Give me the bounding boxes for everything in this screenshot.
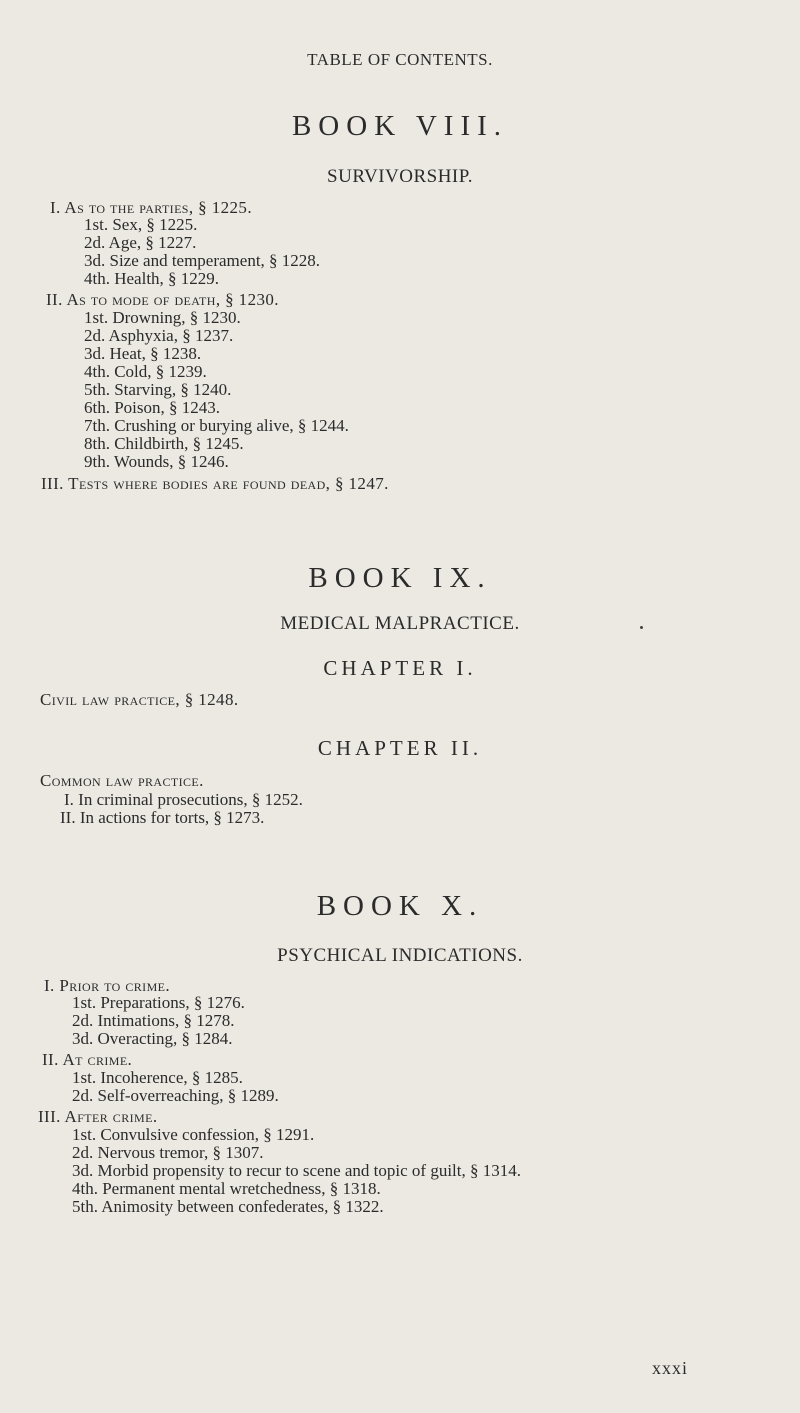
toc-entry: 2d. Asphyxia, § 1237. xyxy=(84,326,234,345)
toc-entry: I. In criminal prosecutions, § 1252. xyxy=(64,790,303,809)
toc-entry: 2d. Intimations, § 1278. xyxy=(72,1011,235,1030)
toc-entry: 4th. Permanent mental wretchedness, § 1318. xyxy=(72,1179,381,1198)
book-10-section-iii: III. After crime. xyxy=(38,1107,158,1126)
toc-entry: 2d. Age, § 1227. xyxy=(84,233,197,252)
book-10-section-ii: II. At crime. xyxy=(42,1050,133,1069)
page-number: xxxi xyxy=(651,1358,688,1378)
toc-entry: 4th. Health, § 1229. xyxy=(84,269,220,288)
toc-entry: Common law practice. xyxy=(40,771,204,790)
toc-entry: 9th. Wounds, § 1246. xyxy=(84,452,229,471)
book-8-heading: BOOK VIII. xyxy=(291,110,509,142)
stray-mark xyxy=(640,626,643,629)
toc-entry: 3d. Size and temperament, § 1228. xyxy=(84,251,321,270)
toc-entry: 1st. Sex, § 1225. xyxy=(84,215,198,234)
toc-entry: 3d. Heat, § 1238. xyxy=(84,344,202,363)
toc-entry: 1st. Drowning, § 1230. xyxy=(84,308,241,327)
toc-entry: 8th. Childbirth, § 1245. xyxy=(84,434,244,453)
toc-entry: II. In actions for torts, § 1273. xyxy=(60,808,265,827)
book-9-chapter-1: CHAPTER I. xyxy=(323,656,477,680)
book-8-title: SURVIVORSHIP. xyxy=(327,166,473,187)
toc-entry: 6th. Poison, § 1243. xyxy=(84,398,221,417)
toc-entry: 5th. Animosity between confederates, § 1322. xyxy=(72,1197,384,1216)
toc-entry: 7th. Crushing or burying alive, § 1244. xyxy=(84,416,349,435)
toc-entry: Civil law practice, § 1248. xyxy=(40,690,239,709)
toc-entry: 1st. Preparations, § 1276. xyxy=(72,993,245,1012)
toc-entry: 5th. Starving, § 1240. xyxy=(84,380,232,399)
book-10-title: PSYCHICAL INDICATIONS. xyxy=(277,945,523,966)
toc-entry: 1st. Incoherence, § 1285. xyxy=(72,1068,243,1087)
toc-entry: 4th. Cold, § 1239. xyxy=(84,362,207,381)
toc-entry: 3d. Overacting, § 1284. xyxy=(72,1029,233,1048)
toc-entry: 3d. Morbid propensity to recur to scene and topic of guilt, § 1314. xyxy=(72,1161,521,1180)
toc-entry: 2d. Self-overreaching, § 1289. xyxy=(72,1086,279,1105)
book-10-heading: BOOK X. xyxy=(316,890,484,922)
book-9-chapter-2: CHAPTER II. xyxy=(317,736,483,760)
book-9-title: MEDICAL MALPRACTICE. xyxy=(280,613,520,634)
book-9-heading: BOOK IX. xyxy=(308,562,492,594)
book-8-section-i: I. As to the parties, § 1225. xyxy=(50,198,252,217)
book-8-section-iii: III. Tests where bodies are found dead, § 1247. xyxy=(41,474,389,493)
toc-entry: 2d. Nervous tremor, § 1307. xyxy=(72,1143,264,1162)
book-10-section-i: I. Prior to crime. xyxy=(44,976,171,995)
book-8-section-ii: II. As to mode of death, § 1230. xyxy=(46,290,279,309)
toc-entry: 1st. Convulsive confession, § 1291. xyxy=(72,1125,315,1144)
running-head: TABLE OF CONTENTS. xyxy=(307,50,493,69)
